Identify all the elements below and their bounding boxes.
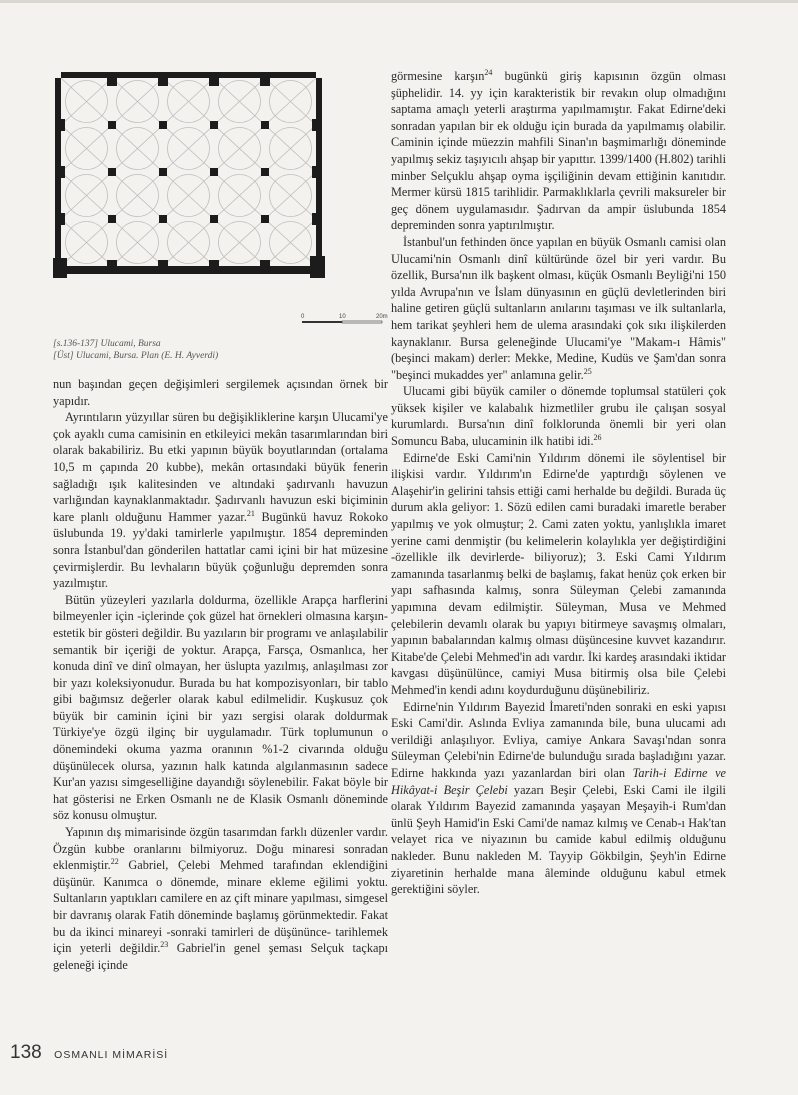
paragraph (391, 699, 726, 898)
text-run: Gabriel, Çelebi Mehmed tarafından eklendiğini düşünür. Kanımca o dönemde, minare ekleme eğilimi yoktu. Sultanların yaptıkları camilere en az çift minare yapılması, simgesel bir davranış olarak Fatih döneminde başlamış görünmektedir. Fakat bu da ikinci minareyi -sonraki tamirleri de düşününce- tarihlemek için yeterli değildir. (53, 858, 388, 956)
wall (61, 72, 316, 78)
buttress (55, 119, 65, 131)
text-run: Gabriel'in genel şeması Selçuk taçkapı geleneği içinde (53, 941, 389, 972)
right-column (391, 68, 726, 898)
caption-line-1: [s.136-137] Ulucami, Bursa (53, 339, 161, 349)
top-rule (0, 0, 798, 3)
pier (108, 215, 116, 223)
figure (53, 68, 388, 330)
right-column-text (391, 68, 726, 898)
scale-label-20: 20m (376, 314, 388, 320)
pier (108, 121, 116, 129)
text-run: İstanbul'un fethinden önce yapılan en büyük Osmanlı camisi olan Ulucami'nin Osmanlı dinî kültüründe özel bir yeri vardır. Bu özellik, Bursa'nın ilk başkent olması, küçük Osmanlı Beyliği'ni 150 yılda Avrupa'nın ve İslam dünyasının en güçlü devletlerinden biri haline getiren güçlü sultanların anılarını taşıması ve ilk sultanlarla, hem tarikat şeyhleri hem de ulema arasındaki çok sıkı ilişkilerden kaynaklanır. Bursa geleneğinde Ulucami'ye "Makam-ı Hâmis" (beşinci makam) derler: Mekke, Medine, Kudüs ve Şam'dan sonra "beşinci mukaddes yer" anlamına gelir. (391, 234, 726, 382)
wall (61, 266, 316, 274)
paragraph (391, 450, 726, 699)
left-column (53, 68, 388, 973)
buttress (107, 72, 117, 86)
buttress (107, 260, 117, 274)
scale-label-10: 10 (339, 314, 346, 320)
buttress (312, 213, 322, 225)
pier (261, 121, 269, 129)
paragraph (53, 409, 388, 592)
pier (159, 121, 167, 129)
scale-label-0: 0 (301, 314, 305, 320)
running-head: OSMANLI MİMARİSİ (54, 1049, 169, 1061)
footnote-ref: 22 (110, 857, 119, 867)
paragraph (391, 383, 726, 449)
minaret-base (310, 256, 325, 278)
footnote-ref: 21 (246, 508, 255, 518)
figure-caption (53, 338, 388, 362)
floor-plan-drawing (53, 68, 325, 330)
text-run: görmesine karşın (391, 69, 485, 83)
text-run: nun başından geçen değişimleri sergilemek açısından örnek bir yapıdır. (53, 377, 388, 408)
paragraph (53, 824, 388, 973)
paragraph (391, 234, 726, 383)
footnote-ref: 26 (593, 432, 602, 442)
italic-title: Tarih-i Edirne ve Hikâyat-i Beşir Çelebi (391, 765, 726, 797)
page-number: 138 (10, 1042, 42, 1063)
buttress (260, 72, 270, 86)
left-column-text (53, 376, 388, 973)
text-run: Yapının dış mimarisinde özgün tasarımdan farklı düzenler vardır. Özgün kubbe oranlarını bilmiyoruz. Doğu minaresi sonradan eklenmiştir. (53, 825, 388, 873)
text-run: Ayrıntıların yüzyıllar süren bu değişikliklerine karşın Ulucami'ye çok ayaklı cuma camisinin en etkileyici mekân tasarımlarından biri olarak bakabiliriz. Bu etki yapının büyük boyutlarından (ortalama 10,5 m çapında 20 kubbe), mekân ortasındaki büyük fenerin sağladığı ışık kalitesinden ve altındaki şadırvanlı havuzun varlığından kaynaklanmaktadır. Şadırvanlı havuzun eski biçiminin kare planlı olduğunu Hammer yazar. (53, 410, 388, 524)
paragraph (391, 68, 726, 234)
pier (210, 168, 218, 176)
text-run: Bugünkü havuz Rokoko üslubunda 19. yy'daki tamirlerle yapılmıştır. 1854 depreminden sonra İstanbul'dan gönderilen hattatlar cami içini bir hat müzesine çevirmişlerdir. Bu levhaların büyük çoğunluğu depremden sonra yazılmıştır. (53, 509, 388, 591)
pier (261, 215, 269, 223)
page-footer (10, 1042, 168, 1064)
paragraph (53, 376, 388, 409)
pier (210, 215, 218, 223)
paragraph (53, 592, 388, 824)
buttress (55, 213, 65, 225)
text-run: Bütün yüzeyleri yazılarla doldurma, özellikle Arapça harflerini bilmeyenler için -içlerinde çok güzel hat örnekleri olmasına karşın- estetik bir gösteri değildir. Bu yazıların bir programı ve anlaşılabilir semantik bir içeriği de yoktur. Arapça, Farsça, Osmanlıca, her konuda dinî ve dinî olmayan, her üslupta yazılmış, anlaşılması zor bir yazı koleksiyonudur. Burada bu hat kompozisyonları, bir tablo gibi bağımsız değerler olarak kabul edilmelidir. Kuşkusuz çok büyük bir caminin içini bir yazı sergisi olarak doldurmak Türkiye'ye özgü ilginç bir uygulamadır. Türk toplumunun o dönemindeki okuma yazma oranının %1-2 civarında olduğu düşünülecek olursa, yazının halk katında algılanmasının sadece Kur'an yazısı simgeselliğine dayandığı söylenebilir. Fakat böyle bir hat gösterisi ne Erken Osmanlı ne de Klasik Osmanlı döneminde söz konusu olmuştur. (53, 592, 388, 823)
buttress (209, 72, 219, 86)
pier (210, 121, 218, 129)
text-run: bugünkü giriş kapısının özgün olması şüphelidir. 14. yy için karakteristik bir revakın olup olmadığını saptama amaçlı yeterli araştırma yapılmamıştır. Fakat Edirne'deki sonradan yapılan bir ek olduğu için burada da yapılmamış olabilir. Caminin içinde müezzin mahfili Sinan'ın başmimarlığı döneminde yapılmış sekiz taşıyıcılı ahşap bir yapıttır. 1399/1400 (H.802) tarihli minber Selçuklu ahşap oyma işçiliğinin devam ettiğinin kanıtıdır. Mermer kürsü 1815 tarihlidir. Parmaklıklarla çevrili maksureler bir geç dönem uygulamasıdır. Şadırvan da ampir üslubunda 1854 depreminden sonra yaptırılmıştır. (391, 69, 726, 233)
buttress (312, 166, 322, 178)
text-run: yazarı Beşir Çelebi, Eski Cami ile ilgili olarak Yıldırım Bayezid zamanında yaşayan Meşayih-i Rum'dan ünlü Şeyh Hamid'in Eski Cami'de namaz kılmış ve Cenab-ı Hak'tan velayet rica ve niyazının bu camide kabul edilmiş olduğunu nakleder. Bunu nakleden M. Tayyip Gökbilgin, Şeyh'in Edirne ziyaretinin herhalde mana âleminde olduğunu kabul etmek gerektiğini söyler. (391, 782, 726, 897)
footnote-ref: 23 (160, 940, 169, 950)
pier (159, 215, 167, 223)
buttress (158, 260, 168, 274)
caption-line-2: [Üst] Ulucami, Bursa. Plan (E. H. Ayverdi) (53, 351, 219, 361)
buttress (209, 260, 219, 274)
text-run: Edirne'nin Yıldırım Bayezid İmareti'nden sonraki en eski yapısı Eski Cami'dir. Aslında Evliya zamanında bile, buna ulucami adı verildiği anlaşılıyor. Evliya, camiye Ankara Savaşı'ndan sonra Süleyman Çelebi'nin Edirne'de bulunduğu sırada başladığını yazar. Edirne hakkında yazı yazanlardan biri olan (391, 699, 726, 780)
pier (108, 168, 116, 176)
buttress (55, 166, 65, 178)
buttress (260, 260, 270, 274)
text-run: Edirne'de Eski Cami'nin Yıldırım dönemi ile söylentisel bir ilişkisi vardır. Yıldırım'ın Edirne'de yaptırdığı söylenen ve Alaşehir'in gelirini tahsis ettiği cami herhalde bu değildi. Burada üç durum akla geliyor: 1. Sözü edilen cami buradaki imaretle beraber yapılmış ve yok olmuştur; 2. Cami zaten yoktu, yanlışlıkla imaret yerine cami denmiştir (bu kelimelerin kolaylıkla yer değiştirdiğini -özellikle ilk devirlerde- biliyoruz); 3. Eski Cami Yıldırım zamanında tasarlanmış belki de başlamış, fakat henüz çok erken bir yapı safhasında kalmış, sonra Süleyman Çelebi zamanında yapımına devam edilmiştir. Süleyman, Musa ve Mehmed çelebilerin devamlı olarak bu yapıyı bitirmeye savaşmış olmaları, yapının babalarından kalmış olması düşüncesine kuvvet kazandırır. Kitabe'de Çelebi Mehmed'in adı vardır. İki kardeş arasındaki iktidar kavgası düşünülünce, camiyi Musa bitirmiş olsa bile Çelebi Mehmed'in kendi adını koydurduğunu düşünebiliriz. (391, 450, 726, 697)
pier (261, 168, 269, 176)
footnote-ref: 24 (484, 67, 493, 77)
pier (159, 168, 167, 176)
buttress (312, 119, 322, 131)
buttress (158, 72, 168, 86)
minaret-base (53, 258, 67, 278)
footnote-ref: 25 (583, 366, 592, 376)
scale-bar (301, 311, 391, 331)
text-run: Ulucami gibi büyük camiler o dönemde toplumsal statüleri çok yüksek kişiler ve kalabalık hizmetliler grubu ile çalışan sosyal kurumlardı. Bursa'nın dinî folklorunda önemli bir yeri olan Somuncu Baba, ulucaminin ilk hatibi idi. (391, 384, 726, 449)
